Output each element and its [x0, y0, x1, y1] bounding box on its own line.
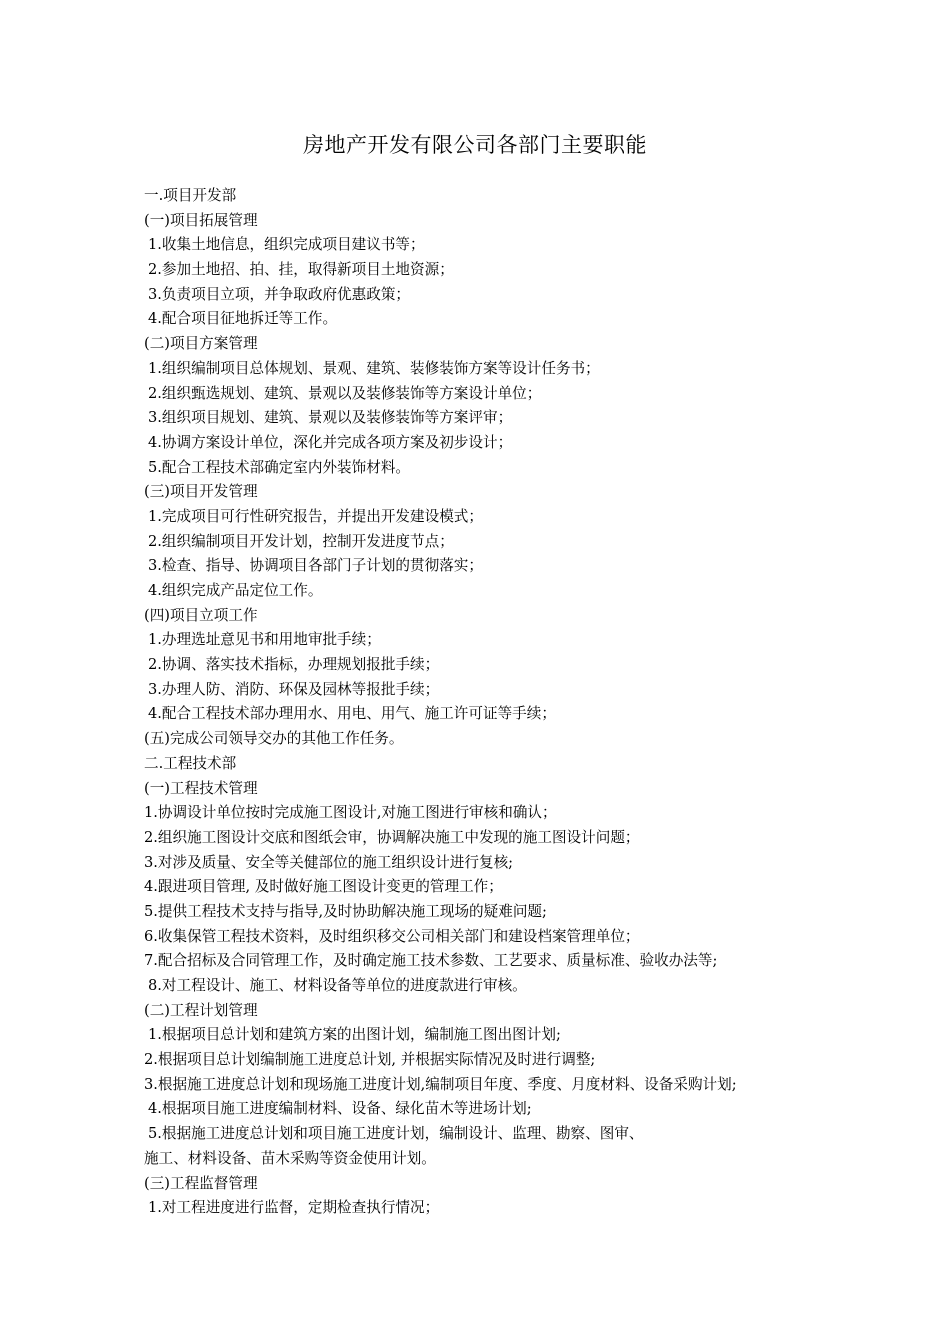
document-line: 1.办理选址意见书和用地审批手续； [148, 631, 381, 649]
document-line: 6.收集保管工程技术资料，及时组织移交公司相关部门和建设档案管理单位； [144, 927, 640, 945]
document-line: 2.协调、落实技术指标，办理规划报批手续； [148, 656, 440, 674]
document-line: 3.办理人防、消防、环保及园林等报批手续； [148, 680, 440, 698]
document-line: 二.工程技术部 [144, 754, 237, 772]
document-line: 4.跟进项目管理, 及时做好施工图设计变更的管理工作； [144, 878, 503, 896]
document-line: 1.对工程进度进行监督，定期检查执行情况； [148, 1199, 440, 1217]
document-line: 2.组织甄选规划、建筑、景观以及装修装饰等方案设计单位； [148, 384, 542, 402]
document-line: 1.完成项目可行性研究报告，并提出开发建设模式； [148, 507, 483, 525]
document-line: 施工、材料设备、苗木采购等资金使用计划。 [144, 1149, 436, 1167]
document-line: 一.项目开发部 [144, 187, 237, 204]
document-line: 3.负责项目立项，并争取政府优惠政策； [148, 285, 411, 303]
document-line: 2.根据项目总计划编制施工进度总计划, 并根据实际情况及时进行调整; [144, 1051, 596, 1069]
document-line: (一)工程技术管理 [144, 779, 258, 797]
document-line: 2.组织施工图设计交底和图纸会审，协调解决施工中发现的施工图设计问题； [144, 828, 640, 846]
document-line: (五)完成公司领导交办的其他工作任务。 [144, 730, 404, 748]
document-line: (三)工程监督管理 [144, 1174, 258, 1192]
document-line: 7.配合招标及合同管理工作，及时确定施工技术参数、工艺要求、质量标准、验收办法等; [144, 952, 718, 970]
document-line: (二)项目方案管理 [144, 335, 258, 353]
document-line: 5.根据施工进度总计划和项目施工进度计划，编制设计、监理、勘察、图审、 [148, 1125, 644, 1143]
document-line: (四)项目立项工作 [144, 606, 258, 624]
document-line: 4.组织完成产品定位工作。 [148, 582, 323, 599]
document-line: 1.收集土地信息，组织完成项目建议书等； [148, 236, 425, 254]
document-line: 8.对工程设计、施工、材料设备等单位的进度款进行审核。 [148, 977, 527, 994]
document-line: 4.根据项目施工进度编制材料、设备、绿化苗木等进场计划; [148, 1100, 532, 1118]
document-line: 3.根据施工进度总计划和现场施工进度计划,编制项目年度、季度、月度材料、设备采购计划; [144, 1075, 737, 1093]
document-line: (三)项目开发管理 [144, 483, 258, 501]
document-line: 4.配合项目征地拆迁等工作。 [148, 310, 338, 328]
document-body [144, 184, 844, 1221]
document-line: 3.组织项目规划、建筑、景观以及装修装饰等方案评审； [148, 409, 513, 427]
document-line: 4.配合工程技术部办理用水、用电、用气、施工许可证等手续； [148, 705, 556, 723]
document-title: 房地产开发有限公司各部门主要职能 [303, 133, 647, 157]
document-line: 1.组织编制项目总体规划、景观、建筑、装修装饰方案等设计任务书； [148, 359, 600, 377]
document-line: 2.组织编制项目开发计划，控制开发进度节点； [148, 532, 454, 550]
document-line: 3.对涉及质量、安全等关健部位的施工组织设计进行复核; [144, 853, 514, 871]
document-line: 5.配合工程技术部确定室内外装饰材料。 [148, 458, 411, 476]
document-line: 3.检查、指导、协调项目各部门子计划的贯彻落实； [148, 557, 483, 575]
document-line: 4.协调方案设计单位，深化并完成各项方案及初步设计； [148, 433, 513, 451]
document-line: 1.根据项目总计划和建筑方案的出图计划，编制施工图出图计划; [148, 1026, 561, 1044]
document-line: (二)工程计划管理 [144, 1001, 258, 1019]
document-line: 1.协调设计单位按时完成施工图设计,对施工图进行审核和确认； [144, 804, 557, 822]
document-line: 2.参加土地招、拍、挂，取得新项目土地资源； [148, 261, 454, 279]
document-line: (一)项目拓展管理 [144, 211, 258, 229]
document-line: 5.提供工程技术支持与指导,及时协助解决施工现场的疑难问题; [144, 902, 547, 920]
